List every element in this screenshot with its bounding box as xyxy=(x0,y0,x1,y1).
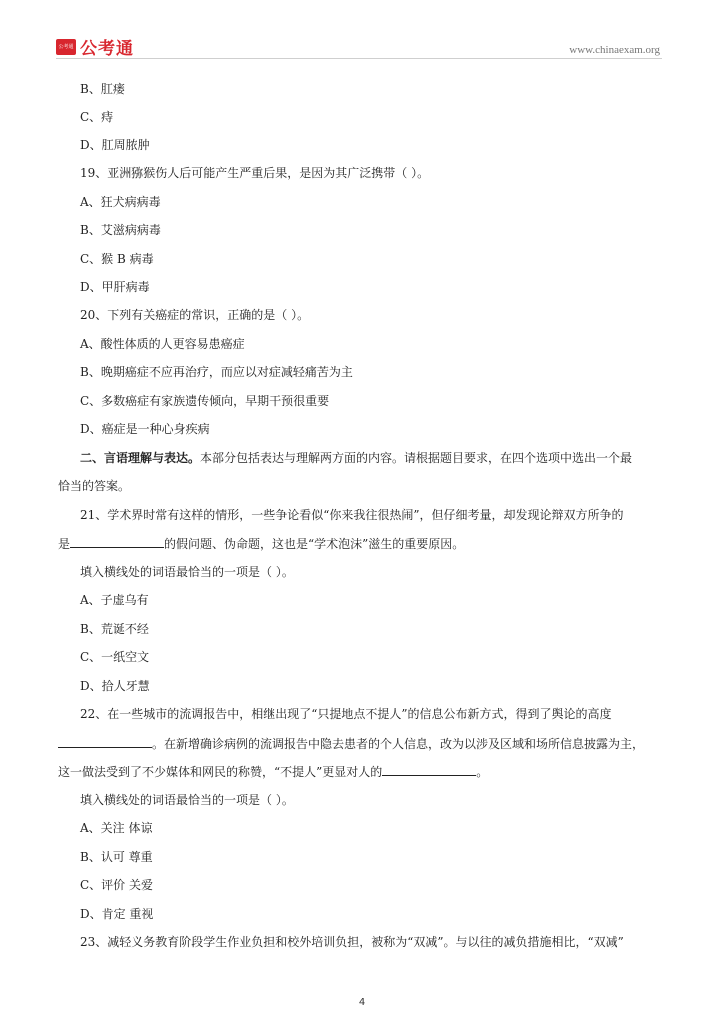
site-url: www.chinaexam.org xyxy=(569,44,660,56)
page-number: 4 xyxy=(358,997,366,1008)
q21-text-b: 的假问题、伪命题，这也是“学术泡沫”滋生的重要原因。 xyxy=(164,537,465,551)
question-21-cont xyxy=(58,535,464,552)
option-b-q21: B、荒诞不经 xyxy=(80,622,149,636)
option-a-q21: A、子虚乌有 xyxy=(80,593,149,607)
answer-blank xyxy=(382,763,476,776)
option-c-q19: C、猴 B 病毒 xyxy=(80,252,154,266)
option-b-q22: B、认可 尊重 xyxy=(80,850,153,864)
q22-prompt: 填入横线处的词语最恰当的一项是（ ）。 xyxy=(80,793,294,807)
section-heading xyxy=(80,450,632,466)
q22-text-c: 这一做法受到了不少媒体和网民的称赞，“不提人”更显对人的 xyxy=(58,765,383,779)
option-a-q19: A、狂犬病病毒 xyxy=(80,195,161,209)
question-23: 23、减轻义务教育阶段学生作业负担和校外培训负担，被称为“双减”。与以往的减负措施相比，“双减” xyxy=(80,935,624,949)
question-22-cont xyxy=(58,735,644,752)
option-d-q22: D、肯定 重视 xyxy=(80,907,154,921)
section-intro-cont: 恰当的答案。 xyxy=(58,479,131,493)
question-20: 20、下列有关癌症的常识，正确的是（ ）。 xyxy=(80,308,310,322)
option-c-q22: C、评价 关爱 xyxy=(80,878,153,892)
option-c-q21: C、一纸空文 xyxy=(80,650,150,664)
option-b-q19: B、艾滋病病毒 xyxy=(80,223,161,237)
brand-logo xyxy=(56,34,134,59)
option-a-q22: A、关注 体谅 xyxy=(80,821,153,835)
question-22: 22、在一些城市的流调报告中，相继出现了“只提地点不提人”的信息公布新方式，得到了舆论的高度 xyxy=(80,707,612,721)
option-a-q20: A、酸性体质的人更容易患癌症 xyxy=(80,337,245,351)
answer-blank xyxy=(58,735,152,748)
header-divider xyxy=(56,58,662,59)
option-b-q18: B、肛瘘 xyxy=(80,82,125,96)
option-c-q18: C、痔 xyxy=(80,110,114,124)
section-title: 二、言语理解与表达。 xyxy=(80,451,201,465)
question-19: 19、亚洲猕猴伤人后可能产生严重后果，是因为其广泛携带（ ）。 xyxy=(80,166,430,180)
logo-text: 公考通 xyxy=(80,39,134,59)
option-d-q18: D、肛周脓肿 xyxy=(80,138,150,152)
q22-text-b: 。在新增确诊病例的流调报告中隐去患者的个人信息，改为以涉及区域和场所信息披露为主， xyxy=(152,737,645,751)
option-d-q19: D、甲肝病毒 xyxy=(80,280,150,294)
q21-text-a: 是 xyxy=(58,537,71,551)
answer-blank xyxy=(70,535,164,548)
section-intro: 本部分包括表达与理解两方面的内容。请根据题目要求，在四个选项中选出一个最 xyxy=(200,451,633,465)
q21-prompt: 填入横线处的词语最恰当的一项是（ ）。 xyxy=(80,565,294,579)
logo-badge: 公考通 xyxy=(56,39,76,55)
option-d-q20: D、癌症是一种心身疾病 xyxy=(80,422,210,436)
question-22-cont2 xyxy=(58,763,488,780)
page-header xyxy=(0,0,724,62)
option-d-q21: D、拾人牙慧 xyxy=(80,679,150,693)
question-21: 21、学术界时常有这样的情形，一些争论看似“你来我往很热闹”，但仔细考量，却发现论辩双方所争的 xyxy=(80,508,624,522)
option-b-q20: B、晚期癌症不应再治疗，而应以对症减轻痛苦为主 xyxy=(80,365,353,379)
option-c-q20: C、多数癌症有家族遗传倾向，早期干预很重要 xyxy=(80,394,330,408)
q22-text-d: 。 xyxy=(476,765,489,779)
